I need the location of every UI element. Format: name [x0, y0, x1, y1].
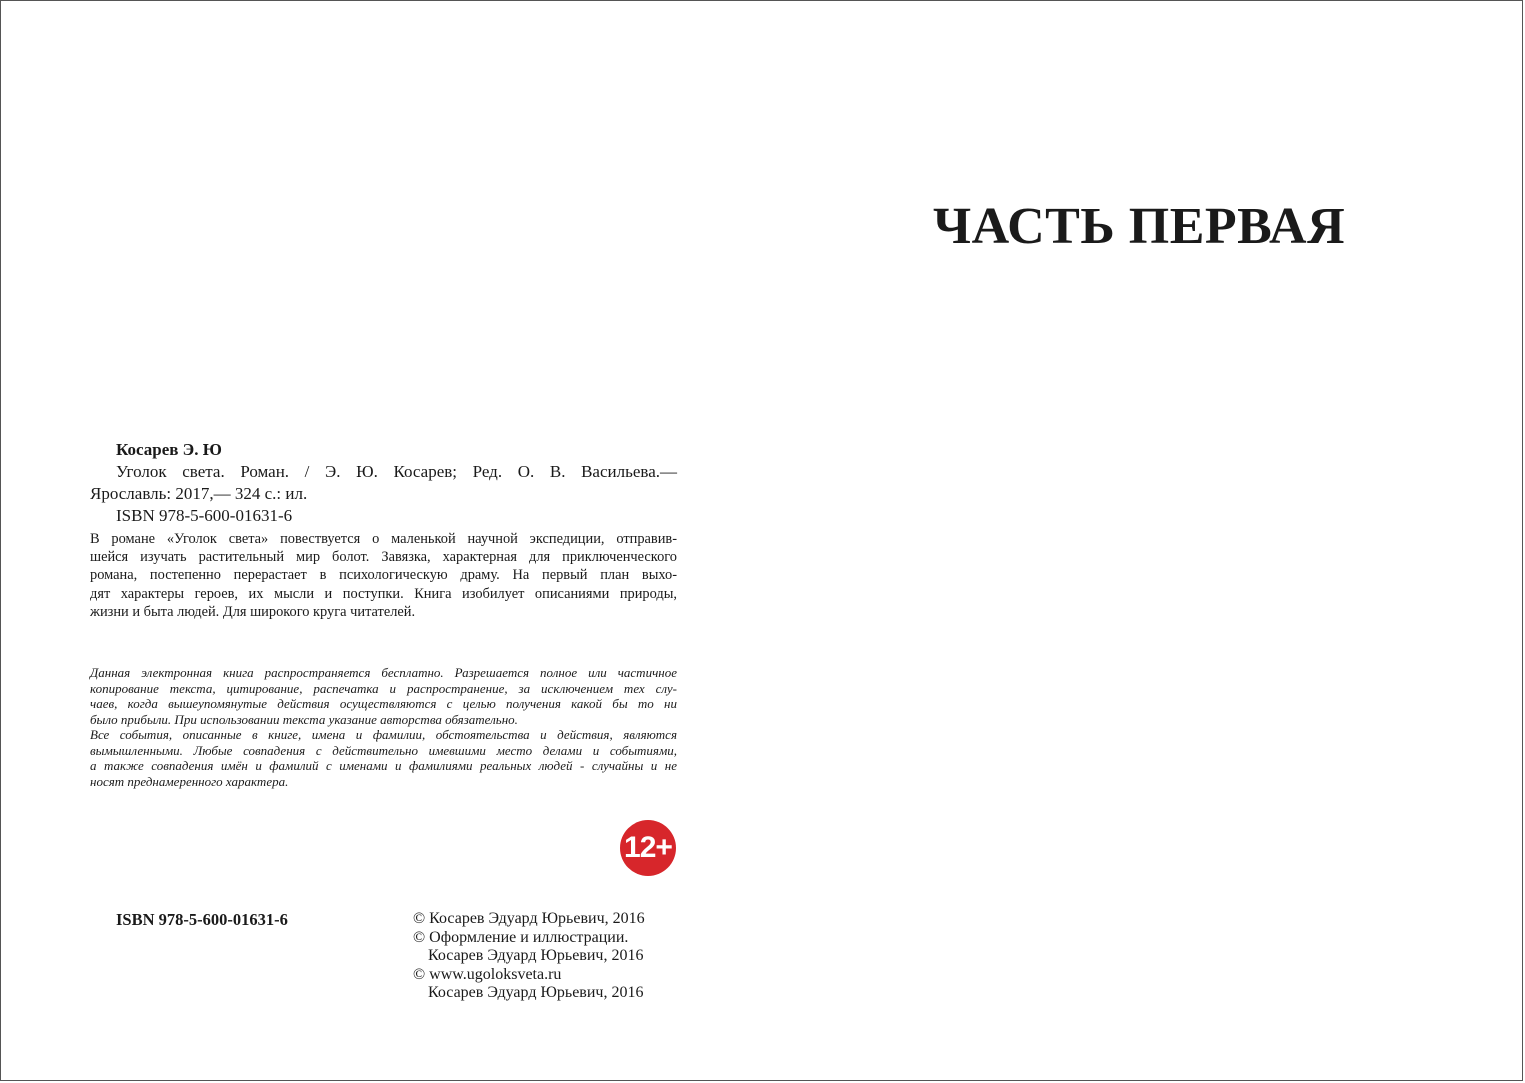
annotation-line: жизни и быта людей. Для широкого круга читателей.	[90, 603, 416, 620]
copyright-line: © Оформление и иллюстрации.	[413, 928, 629, 946]
disclaimer	[90, 665, 677, 789]
copyright-line: Косарев Эдуард Юрьевич, 2016	[428, 984, 644, 1001]
annotation-line: романа, постепенно перерастает в психологическую драму. На первый план выхо-	[90, 567, 677, 584]
bib-title-line-2: Ярославль: 2017,— 324 с.: ил.	[90, 484, 308, 503]
right-page	[763, 1, 1524, 1082]
bib-author: Косарев Э. Ю	[116, 440, 222, 459]
copyright-line: © www.ugoloksveta.ru	[413, 965, 562, 983]
disclaimer-line: чаев, когда вышеупомянутые действия осуществляются с целью получения какой бы то ни	[90, 696, 677, 711]
disclaimer-line: Данная электронная книга распространяется бесплатно. Разрешается полное или частичное	[90, 665, 677, 680]
age-rating-badge: 12+	[620, 820, 676, 876]
disclaimer-line: а также совпадения имён и фамилий с именами и фамилиями реальных людей - случайны и не	[90, 758, 677, 773]
disclaimer-line: Все события, описанные в книге, имена и фамилии, обстоятельства и действия, являются	[90, 727, 677, 742]
copyright-block	[413, 910, 645, 1003]
left-page	[1, 1, 763, 1082]
annotation	[90, 530, 677, 621]
annotation-line: шейся изучать растительный мир болот. Завязка, характерная для приключенческого	[90, 549, 677, 566]
bib-isbn: ISBN 978-5-600-01631-6	[116, 506, 293, 525]
copyright-line: © Косарев Эдуард Юрьевич, 2016	[413, 910, 645, 927]
copyright-line: Косарев Эдуард Юрьевич, 2016	[428, 947, 644, 964]
bib-title-line-1: Уголок света. Роман. / Э. Ю. Косарев; Ред. О. В. Васильева.—	[116, 462, 677, 481]
bibliographic-record	[90, 439, 677, 527]
annotation-line: В романе «Уголок света» повествуется о маленькой научной экспедиции, отправив-	[90, 531, 677, 547]
disclaimer-line: носят преднамеренного характера.	[90, 773, 289, 789]
isbn-imprint: ISBN 978-5-600-01631-6	[116, 910, 288, 929]
disclaimer-line: копирование текста, цитирование, распечатка и распространение, за исключением тех слу-	[90, 680, 677, 696]
disclaimer-line: было прибыли. При использовании текста указание авторства обязательно.	[90, 711, 518, 727]
annotation-line: дят характеры героев, их мысли и поступки. Книга изобилует описаниями природы,	[90, 585, 677, 602]
part-title: ЧАСТЬ ПЕРВАЯ	[933, 198, 1346, 255]
disclaimer-line: вымышленными. Любые совпадения с действительно имевшими место делами и событиями,	[90, 742, 677, 758]
